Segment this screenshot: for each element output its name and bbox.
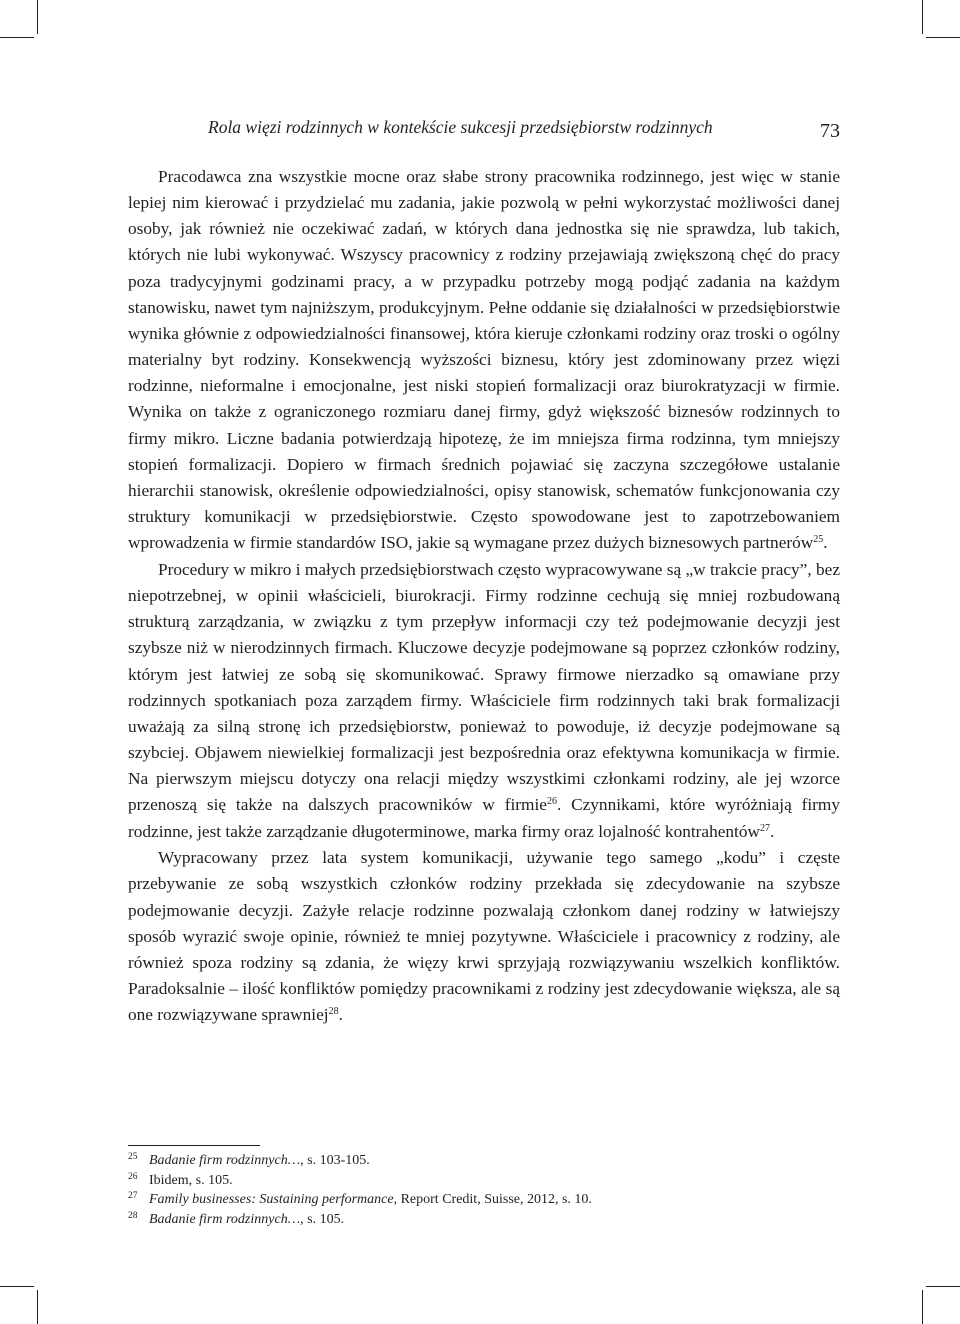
body-text — [128, 164, 840, 1028]
footnote-text: , Report Credit, Suisse, 2012, s. 10. — [393, 1192, 592, 1207]
paragraph-text: . Czynnikami, które wyróżniają firmy rodzinne, jest także zarządzanie długoterminowe, marka firmy oraz lojalność kontrahentów — [128, 795, 840, 841]
footnote-title: Badanie firm rodzinnych… — [149, 1211, 301, 1227]
crop-mark — [926, 37, 960, 38]
footnote-title: Family businesses: Sustaining performance — [149, 1192, 394, 1207]
footnote — [128, 1190, 840, 1210]
running-head — [128, 114, 840, 144]
paragraph-text: . — [823, 533, 828, 553]
footnote-text: , s. 105. — [300, 1211, 345, 1227]
crop-mark — [37, 0, 38, 34]
crop-mark — [0, 37, 34, 38]
paragraph-text: Pracodawca zna wszystkie mocne oraz słabe strony pracownika rodzinnego, jest więc w stanie lepiej nim kierować i przydzielać mu zadania, jakie pozwolą w pełni wykorzystać możliwości danej osoby, jak również nie oczekiwać zadań, w których dana jednostka się nie sprawdza, lub takich, których nie lubi wykonywać. Wszyscy pracownicy z rodziny przejawiają zwiększoną chęć do pracy poza tradycyjnymi godzinami pracy, a w przypadku potrzeby mogą podjąć zadania na każdym stanowisku, nawet tym najniższym, produkcyjnym. Pełne oddanie się działalności w przedsiębiorstwie wynika głównie z odpowiedzialności finansowej, która kieruje członkami rodziny oraz troski o ogólny materialny byt rodziny. Konsekwencją wyższości biznesu, który jest zdominowany przez więzi rodzinne, nieformalne i emocjonalne, jest niski stopień formalizacji oraz biurokratyzacji w firmie. Wynika on także z ograniczonego rozmiaru danej firmy, gdyż większość biznesów rodzinnych to firmy mikro. Liczne badania potwierdzają hipotezę, że im mniejsza firma rodzinna, tym mniejszy stopień formalizacji. Dopiero w firmach średnich pojawiać się zaczyna szczegółowe ustalanie hierarchii stanowisk, określenie odpowiedzialności, opisy stanowisk, schematów funkcjonowania czy struktury komunikacji w przedsiębiorstwie. Często spowodowane jest to zapotrzebowaniem wprowadzenia w firmie standardów ISO, jakie są wymagane przez dużych biznesowych partnerów — [128, 167, 840, 553]
footnote — [128, 1151, 840, 1171]
footnote-number: 26 — [128, 1171, 138, 1182]
footnote-number: 28 — [128, 1210, 138, 1221]
paragraph — [128, 164, 840, 556]
footnote-ref: 26 — [546, 796, 557, 808]
crop-mark — [37, 1290, 38, 1324]
paragraph-text: . — [338, 1005, 343, 1025]
page-number: 73 — [820, 120, 840, 142]
footnote-divider — [128, 1145, 260, 1146]
footnotes — [128, 1151, 840, 1229]
crop-mark — [926, 1286, 960, 1287]
paragraph-text: Wypracowany przez lata system komunikacji, używanie tego samego „kodu” i częste przebywanie ze sobą wszystkich członków rodziny przekłada się zdecydowanie na szybsze podejmowanie decyzji. Zażyłe relacje rodzinne pozwalają członkom danej rodziny w łatwiejszy sposób wyrazić swoje opinie, również te mniej pozytywne. Właściciele i pracownicy z rodziny, ale również spoza rodziny są zdania, że więzy krwi sprzyjają rozwiązywaniu wszelkich konfliktów. Paradoksalnie – ilość konfliktów pomiędzy pracownikami z rodziny jest zdecydowanie większa, ale są one rozwiązywane sprawniej — [128, 848, 840, 1025]
footnote-number: 27 — [128, 1191, 138, 1201]
footnote — [128, 1171, 840, 1191]
footnote-ref: 28 — [328, 1006, 339, 1018]
footnote-ref: 27 — [759, 822, 770, 834]
running-title: Rola więzi rodzinnych w kontekście sukcesji przedsiębiorstw rodzinnych — [208, 117, 713, 137]
crop-mark — [0, 1286, 34, 1287]
paragraph — [128, 845, 840, 1028]
footnote-title: Badanie firm rodzinnych… — [149, 1153, 301, 1168]
footnote-number: 25 — [128, 1152, 138, 1162]
crop-mark — [922, 0, 923, 34]
footnote-ref: 25 — [813, 534, 824, 546]
paragraph-text: . — [769, 821, 775, 841]
footnote-text: Ibidem, s. 105. — [149, 1172, 233, 1188]
crop-mark — [922, 1290, 923, 1324]
paragraph-text: Procedury w mikro i małych przedsiębiorstwach często wypracowywane są „w trakcie pracy”, bez niepotrzebnej, w opinii właścicieli, biurokracji. Firmy rodzinne cechują się mniej rozbudowaną strukturą zarządzania, w związku z tym przepływ informacji czy też podejmowanie decyzji jest szybsze niż w nierodzinnych firmach. Kluczowe decyzje podejmowane są poprzez członków rodziny, którym jest łatwiej ze sobą się skomunikować. Sprawy firmowe nierzadko są omawiane przy rodzinnych spotkaniach poza zarządem firmy. Właściciele firm rodzinnych taki brak formalizacji uważają za silną stronę ich przedsiębiorstw, ponieważ to powoduje, iż decyzje podejmowane są szybciej. Objawem niewielkiej formalizacji jest bezpośrednia oraz efektywna komunikacja w firmie. Na pierwszym miejscu dotyczy ona relacji między wszystkimi członkami rodziny, ale jej wzorce przenoszą się także na dalszych pracowników w firmie — [128, 559, 840, 815]
paragraph — [128, 557, 840, 845]
footnote — [128, 1210, 840, 1230]
footnote-text: , s. 103-105. — [300, 1153, 370, 1168]
